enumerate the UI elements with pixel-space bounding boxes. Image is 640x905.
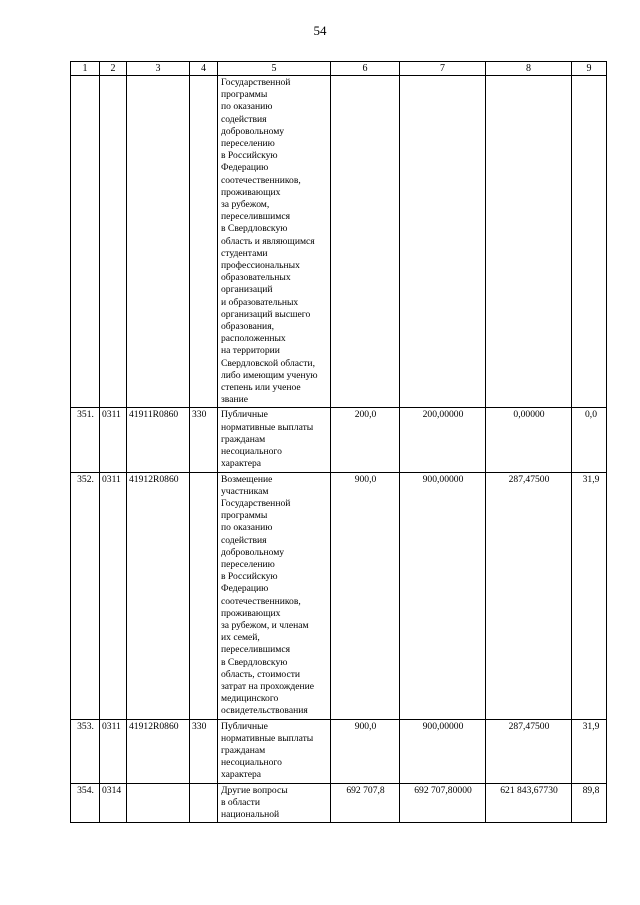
column-header: 1: [71, 62, 100, 76]
executed-amount: 287,47500: [486, 719, 572, 783]
row-number: 351.: [71, 408, 100, 472]
column-header: 8: [486, 62, 572, 76]
target-code: 41912R0860: [127, 472, 190, 719]
row-number: 352.: [71, 472, 100, 719]
table-header-row: [71, 62, 607, 76]
item-name: Другие вопросы в области национальной: [218, 783, 331, 823]
plan-amount: 200,0: [331, 408, 400, 472]
execution-percent: 89,8: [572, 783, 607, 823]
table-row: [71, 783, 607, 823]
item-name: Возмещение участникам Государственной программы по оказанию содействия добровольному переселению в Российскую Федерацию соотечественников, проживающих за рубежом, и членам их семей, переселившимся в Свердловскую область, стоимости затрат на прохождение медицинского освидетельствования: [218, 472, 331, 719]
executed-amount: 287,47500: [486, 472, 572, 719]
column-header: 3: [127, 62, 190, 76]
empty-cell: [71, 76, 100, 408]
section-code: 0314: [100, 783, 127, 823]
row-number: 353.: [71, 719, 100, 783]
target-code: [127, 783, 190, 823]
page-number: 54: [313, 23, 327, 38]
budget-table: [70, 61, 607, 823]
expense-type-code: 330: [190, 719, 218, 783]
row-number: 354.: [71, 783, 100, 823]
plan-amount: 692 707,8: [331, 783, 400, 823]
target-code: 41912R0860: [127, 719, 190, 783]
column-header: 5: [218, 62, 331, 76]
empty-cell: [100, 76, 127, 408]
empty-cell: [190, 76, 218, 408]
approved-amount: 200,00000: [400, 408, 486, 472]
execution-percent: 31,9: [572, 472, 607, 719]
approved-amount: 900,00000: [400, 719, 486, 783]
plan-amount: 900,0: [331, 719, 400, 783]
expense-type-code: [190, 783, 218, 823]
approved-amount: 900,00000: [400, 472, 486, 719]
empty-cell: [400, 76, 486, 408]
column-header: 7: [400, 62, 486, 76]
continuation-description: Государственной программы по оказанию содействия добровольному переселению в Российскую Федерацию соотечественников, проживающих за рубежом, переселившимся в Свердловскую область и являющимся студентами профессиональных образовательных организаций и образовательных организаций высшего образования, расположенных на территории Свердловской области, либо имеющим ученую степень или ученое звание: [218, 76, 331, 408]
continuation-row: [71, 76, 607, 408]
empty-cell: [486, 76, 572, 408]
approved-amount: 692 707,80000: [400, 783, 486, 823]
column-header: 2: [100, 62, 127, 76]
section-code: 0311: [100, 719, 127, 783]
executed-amount: 621 843,67730: [486, 783, 572, 823]
item-name: Публичные нормативные выплаты гражданам несоциального характера: [218, 719, 331, 783]
execution-percent: 0,0: [572, 408, 607, 472]
executed-amount: 0,00000: [486, 408, 572, 472]
column-header: 6: [331, 62, 400, 76]
table-row: [71, 472, 607, 719]
section-code: 0311: [100, 472, 127, 719]
section-code: 0311: [100, 408, 127, 472]
column-header: 9: [572, 62, 607, 76]
empty-cell: [331, 76, 400, 408]
column-header: 4: [190, 62, 218, 76]
item-name: Публичные нормативные выплаты гражданам несоциального характера: [218, 408, 331, 472]
execution-percent: 31,9: [572, 719, 607, 783]
expense-type-code: 330: [190, 408, 218, 472]
expense-type-code: [190, 472, 218, 719]
target-code: 41911R0860: [127, 408, 190, 472]
empty-cell: [127, 76, 190, 408]
table-row: [71, 408, 607, 472]
empty-cell: [572, 76, 607, 408]
table-row: [71, 719, 607, 783]
plan-amount: 900,0: [331, 472, 400, 719]
